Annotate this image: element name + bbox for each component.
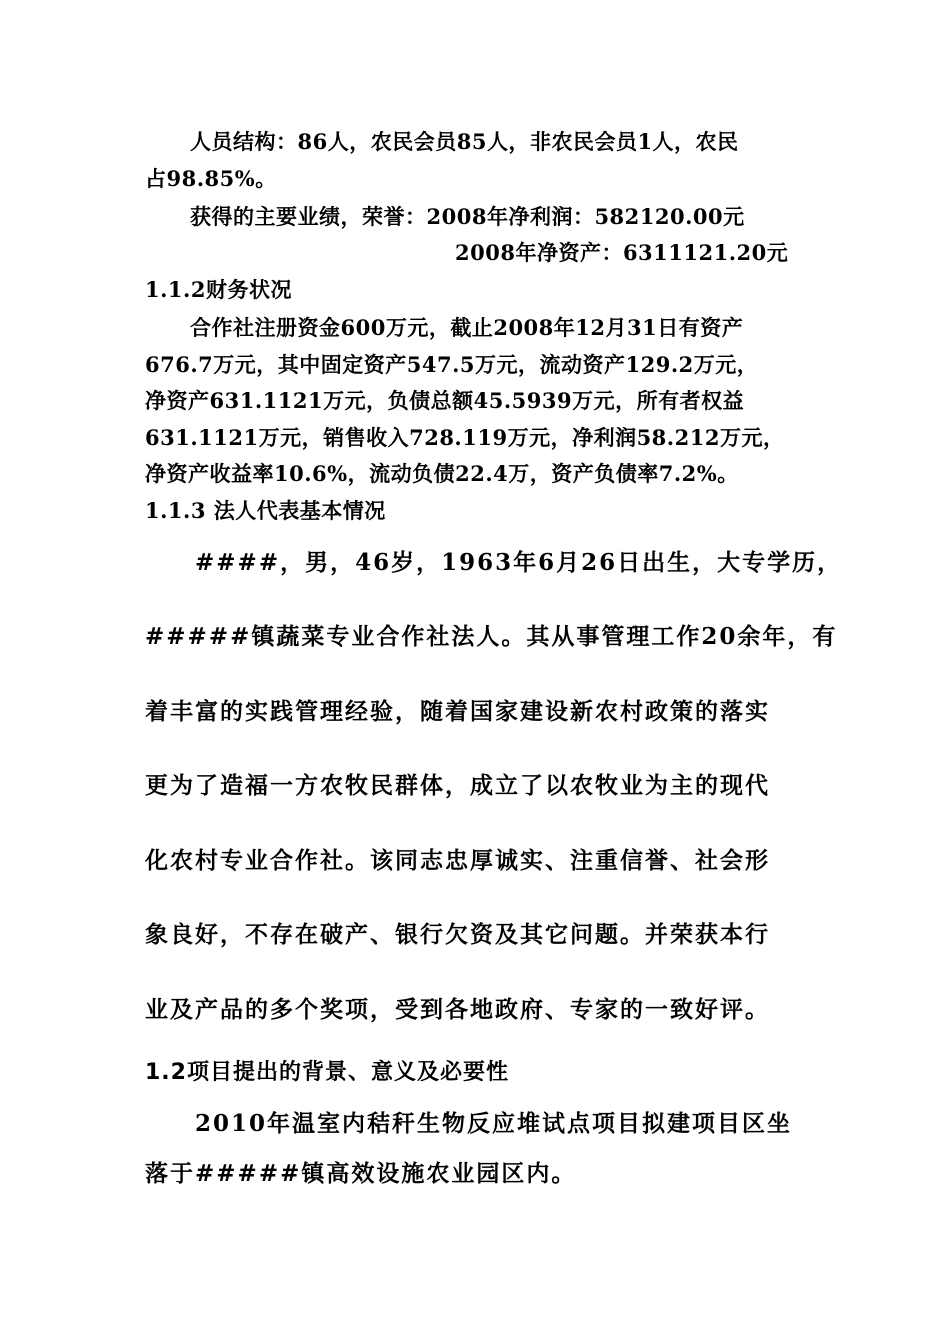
representative-line-6: 象良好，不存在破产、银行欠资及其它问题。并荣获本行 <box>145 921 770 948</box>
achievements-line-1: 获得的主要业绩，荣誉：2008年净利润：582120.00元 <box>190 204 745 229</box>
personnel-line-1: 人员结构：86人，农民会员85人，非农民会员1人，农民 <box>190 129 739 154</box>
finance-line-1: 合作社注册资金600万元，截止2008年12月31日有资产 <box>190 315 744 340</box>
section-heading-1-1-2: 1.1.2财务状况 <box>145 277 292 302</box>
finance-line-5: 净资产收益率10.6%，流动负债22.4万，资产负债率7.2%。 <box>145 461 739 486</box>
personnel-line-2: 占98.85%。 <box>145 166 277 191</box>
finance-line-4: 631.1121万元，销售收入728.119万元，净利润58.212万元， <box>145 425 785 450</box>
section-heading-1-2: 1.2项目提出的背景、意义及必要性 <box>145 1060 509 1085</box>
finance-line-2: 676.7万元，其中固定资产547.5万元，流动资产129.2万元， <box>145 352 759 377</box>
background-line-2: 落于#####镇高效设施农业园区内。 <box>145 1160 577 1187</box>
background-line-1: 2010年温室内秸秆生物反应堆试点项目拟建项目区坐 <box>195 1110 793 1137</box>
representative-line-4: 更为了造福一方农牧民群体，成立了以农牧业为主的现代 <box>145 772 770 799</box>
representative-line-7: 业及产品的多个奖项，受到各地政府、专家的一致好评。 <box>145 996 770 1023</box>
representative-line-5: 化农村专业合作社。该同志忠厚诚实、注重信誉、社会形 <box>145 847 770 874</box>
representative-line-1: ####，男，46岁，1963年6月26日出生，大专学历， <box>195 549 843 576</box>
section-heading-1-1-3: 1.1.3 法人代表基本情况 <box>145 498 386 523</box>
representative-line-2: #####镇蔬菜专业合作社法人。其从事管理工作20余年，有 <box>145 623 838 650</box>
achievements-line-2: 2008年净资产：6311121.20元 <box>455 240 789 265</box>
representative-line-3: 着丰富的实践管理经验，随着国家建设新农村政策的落实 <box>145 698 770 725</box>
finance-line-3: 净资产631.1121万元，负债总额45.5939万元，所有者权益 <box>145 388 745 413</box>
